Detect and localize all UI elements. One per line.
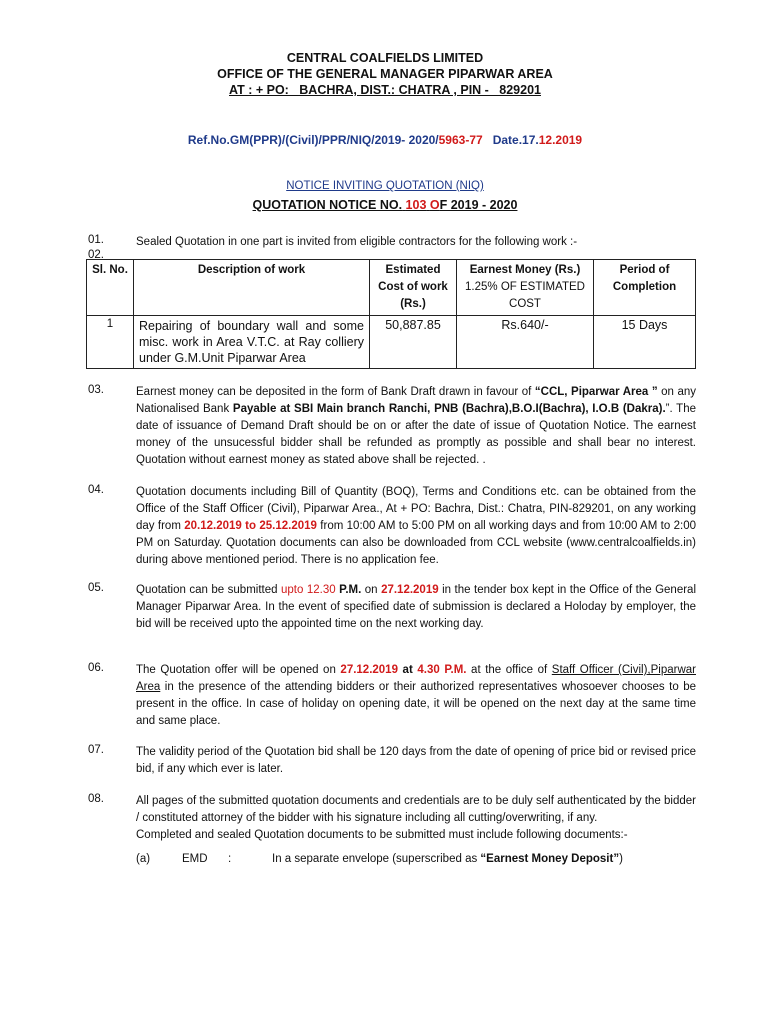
cell-period: 15 Days	[594, 316, 696, 369]
th-period: Period of Completion	[594, 260, 696, 316]
th-description: Description of work	[134, 260, 370, 316]
table-row	[87, 316, 696, 369]
para-03-text: Earnest money can be deposited in the form of Bank Draft drawn in favour of “CCL, Piparwar Area ” on any Nationalised Bank Payable at SBI Main branch Ranchi, PNB (Bachra),B.O.I(Bachra), I.O.B (Dakra).”. The date of issuance of Demand Draft should be on or after the date of issue of Quotation Notice. The earnest money of the unsucessful bidder shall be refunded as promptly as possible and shall bear no interest. Quotation without earnest money as stated above shall be rejected. .	[136, 386, 696, 466]
item-a-colon: :	[228, 853, 232, 865]
qn-suffix: F 2019 - 2020	[439, 198, 518, 212]
cell-cost: 50,887.85	[370, 316, 457, 369]
para-03-number: 03.	[88, 384, 104, 396]
cell-emd: Rs.640/-	[457, 316, 594, 369]
para-05-number: 05.	[88, 582, 104, 594]
address-text: AT : + PO: _BACHRA, DIST.: CHATRA , PIN - _829201	[229, 83, 541, 97]
cell-sl: 1	[87, 316, 134, 369]
company-name: CENTRAL COALFIELDS LIMITED	[286, 51, 484, 65]
work-table	[86, 259, 696, 369]
th-earnest	[457, 260, 594, 316]
para-02-number: 02.	[88, 249, 104, 261]
office-address	[0, 82, 770, 98]
qn-prefix: QUOTATION NOTICE NO.	[252, 198, 403, 212]
para-07-number: 07.	[88, 744, 104, 756]
item-a-label: (a)	[136, 853, 151, 865]
item-a-name: EMD	[182, 853, 208, 865]
para-08-text: All pages of the submitted quotation documents and credentials are to be duly self authenticated by the bidder / constituted attorney of the bidder with his signature including all cutting/overwriting, if any. Completed and sealed Quotation documents to be submitted must include following documents:-	[136, 795, 696, 841]
table-header-row	[87, 260, 696, 316]
para-06-text: The Quotation offer will be opened on 27.12.2019 at 4.30 P.M. at the office of Staff Officer (Civil),Piparwar Area in the presence of the attending bidders or their authorized representatives whosoever chooses to be present in the office. In case of holiday on opening date, it will be opened on the next day at the same time and same place.	[136, 664, 696, 727]
ref-prefix: Ref.No.GM(PPR)/(Civil)/PPR/NIQ/2019- 2020/	[187, 133, 439, 147]
para-07-text: The validity period of the Quotation bid shall be 120 days from the date of opening of price bid or revised price bid, if any which ever is later.	[136, 746, 696, 775]
ref-number: 5963-77	[438, 133, 483, 147]
para-01-number: 01.	[88, 234, 104, 246]
para-05-text: Quotation can be submitted upto 12.30 P.M. on 27.12.2019 in the tender box kept in the Office of the General Manager Piparwar Area. In the event of specified date of submission is declared a Holoday by employer, the bid will be received upto the appointed time on the next working day.	[136, 584, 697, 630]
qn-number: 103	[405, 198, 427, 212]
cell-description: Repairing of boundary wall and some misc. work in Area V.T.C. at Ray colliery under G.M.Unit Piparwar Area	[134, 316, 370, 369]
th-sl: Sl. No.	[87, 260, 134, 316]
para-01-text: Sealed Quotation in one part is invited from eligible contractors for the following work :-	[136, 236, 578, 248]
th-earnest-sub: 1.25% OF ESTIMATED COST	[465, 281, 585, 310]
reference-line	[0, 133, 770, 147]
niq-title: NOTICE INVITING QUOTATION (NIQ)	[286, 180, 484, 192]
para-04-number: 04.	[88, 484, 104, 496]
quotation-notice-title	[0, 198, 770, 212]
qn-o: O	[429, 198, 440, 212]
ref-date-label: Date.17.	[492, 133, 539, 147]
th-cost: Estimated Cost of work (Rs.)	[370, 260, 457, 316]
para-06-number: 06.	[88, 662, 104, 674]
para-04-text: Quotation documents including Bill of Quantity (BOQ), Terms and Conditions etc. can be obtained from the Office of the Staff Officer (Civil), Piparwar Area., At + PO: Bachra, Dist.: Chatra, PIN-829201, on any working day from 20.12.2019 to 25.12.2019 from 10:00 AM to 5:00 PM on all working days and from 10:00 AM to 2:00 PM on Saturday. Quotation documents can also be downloaded from CCL website (www.centralcoalfields.in) during above mentioned period. There is no application fee.	[136, 486, 696, 566]
office-name: OFFICE OF THE GENERAL MANAGER PIPARWAR AREA	[217, 67, 553, 81]
ref-date: 12.2019	[538, 133, 583, 147]
item-a-text: In a separate envelope (superscribed as “Earnest Money Deposit”)	[272, 853, 623, 865]
para-08-number: 08.	[88, 793, 104, 805]
th-earnest-title: Earnest Money (Rs.)	[469, 264, 581, 276]
